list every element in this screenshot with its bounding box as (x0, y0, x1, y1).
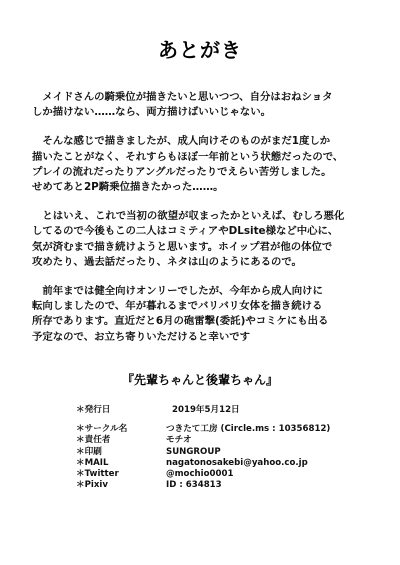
text-line: せめてあと2P騎乗位描きたかった……。 (32, 181, 224, 194)
text-line: 予定なので、お立ち寄りいただけると幸いです (32, 330, 250, 343)
paragraph-4 (32, 284, 377, 345)
paragraph-1 (32, 90, 377, 120)
colophon-label: ＊Pixiv (76, 480, 108, 491)
text-line: そんな感じで描きましたが、成人向けそのものがまだ1度しか (32, 135, 331, 148)
text-line: してるので今後もこの二人はコミティアやDLsite様など中心に、 (32, 225, 339, 238)
page-title: あとがき (158, 38, 242, 62)
colophon-label: ＊印刷 (76, 446, 102, 457)
text-line: 攻めたり、過去話だったり、ネタは山のようにあるので。 (32, 255, 302, 268)
colophon-value: @mochio0001 (166, 468, 234, 479)
text-line: とはいえ、これで当初の欲望が収まったかといえば、むしろ悪化 (32, 210, 345, 223)
paragraph-3 (32, 209, 377, 270)
colophon-issue-date (76, 405, 376, 416)
text-line: 前年までは健全向けオンリーでしたが、今年から成人向けに (32, 285, 323, 298)
colophon-pixiv (76, 480, 376, 491)
text-line: しか描けない……なら、両方描けばいいじゃない。 (32, 106, 271, 119)
colophon-label: ＊責任者 (76, 435, 111, 446)
colophon-label: ＊MAIL (76, 457, 109, 468)
colophon-mail (76, 458, 376, 469)
text-line: 描いたことがなく、それすらもほぼ一年前という状態だったので、 (32, 150, 344, 163)
text-line: プレイの流れだったりアングルだったりでえらい苦労しました。 (32, 165, 332, 178)
text-line: メイドさんの騎乗位が描きたいと思いつつ、自分はおねショタ (32, 91, 333, 103)
paragraph-2 (32, 134, 377, 195)
colophon-value: ID : 634813 (166, 480, 222, 491)
colophon-twitter (76, 469, 376, 480)
colophon-label: ＊発行日 (76, 405, 111, 415)
afterword-body (32, 90, 377, 359)
colophon (76, 405, 376, 491)
colophon-circle (76, 424, 376, 435)
colophon-value: つきたて工房 (Circle.ms : 10356812) (166, 424, 331, 435)
text-line: 転向しましたので、年が暮れるまでバリバリ女体を描き続ける (32, 300, 323, 313)
text-line: 気が済むまで描き続けようと思います。ホイップ君が他の体位で (32, 240, 333, 253)
text-line: 所存であります。直近だと6月の砲雷撃(委託)やコミケにも出る (32, 315, 329, 328)
colophon-value: モチオ (166, 435, 192, 446)
colophon-value: SUNGROUP (166, 446, 221, 457)
colophon-value: 2019年5月12日 (172, 405, 240, 415)
colophon-label: ＊Twitter (76, 468, 119, 479)
book-title: 『先輩ちゃんと後輩ちゃん』 (121, 373, 278, 387)
colophon-responsible (76, 435, 376, 446)
colophon-value: nagatonosakebi@yahoo.co.jp (166, 457, 308, 468)
colophon-printer (76, 447, 376, 458)
colophon-label: ＊サークル名 (76, 424, 128, 435)
